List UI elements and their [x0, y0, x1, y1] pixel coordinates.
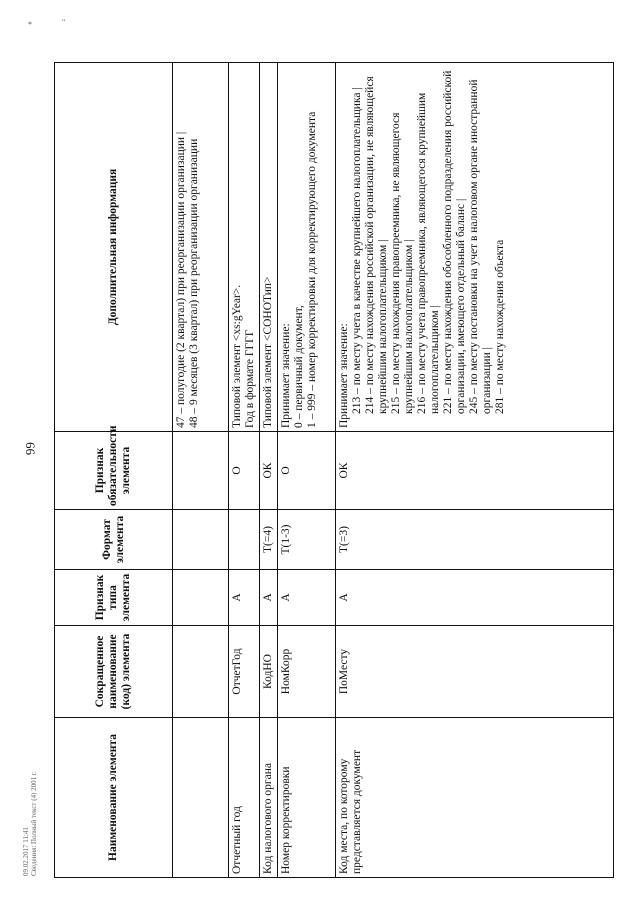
- rotated-table-container: [54, 63, 614, 878]
- cell-code: НомКорр: [278, 626, 336, 718]
- header-required: Признак обязательности элемента: [55, 432, 173, 510]
- cell-required: ОК: [336, 432, 614, 510]
- cell-type: А: [336, 570, 614, 626]
- info-line: 281 – по месту нахождения объекта: [494, 239, 506, 414]
- cell-code: ОтчетГод: [229, 626, 260, 718]
- info-line: 245 – по месту постановки на учет в налоговом органе иностранной организации |: [468, 79, 493, 414]
- cell-name: [173, 718, 229, 878]
- cell-code: ПоМесту: [336, 626, 614, 718]
- table-row: [260, 63, 278, 878]
- table-row: [229, 63, 260, 878]
- cell-format: T(1-3): [278, 510, 336, 570]
- cell-code: КодНО: [260, 626, 278, 718]
- info-line: 48 – 9 месяцев (3 квартал) при реорганизации организации: [188, 138, 200, 428]
- cell-required: О: [278, 432, 336, 510]
- cell-type: А: [260, 570, 278, 626]
- stamp-line: 09.02.2017 11:41: [22, 827, 30, 876]
- info-line: 215 – по месту нахождения правопреемника, не являющегося крупнейшим налогоплательщиком |: [390, 112, 415, 414]
- cell-format: [229, 510, 260, 570]
- cell-name: Номер корректировки: [278, 718, 336, 878]
- info-line: Принимает значение:: [280, 323, 292, 428]
- cell-type: А: [278, 570, 336, 626]
- cell-name: Код налогового органа: [260, 718, 278, 878]
- cell-required: [173, 432, 229, 510]
- cell-info: [260, 63, 278, 432]
- cell-type: А: [229, 570, 260, 626]
- info-line: 213 – по месту учета в качестве крупнейшего налогоплательщика |: [351, 87, 363, 414]
- table-row: [278, 63, 336, 878]
- info-line: 216 – по месту учета правопреемника, являющегося крупнейшим налогоплательщиком |: [416, 92, 441, 414]
- cell-info: [173, 63, 229, 432]
- info-line: Типовой элемент <xs:gYear>.: [231, 284, 243, 428]
- cell-info: [278, 63, 336, 432]
- cell-type: [173, 570, 229, 626]
- info-line: Принимает значение:: [338, 323, 350, 428]
- cell-format: T(=4): [260, 510, 278, 570]
- cell-required: ОК: [260, 432, 278, 510]
- header-name: Наименование элемента: [55, 718, 173, 878]
- header-code: Сокращенное наименование (код) элемента: [55, 626, 173, 718]
- cell-name: Отчетный год: [229, 718, 260, 878]
- info-line: 221 – по месту нахождения обособленного подразделения российской организации, имеющего отдельный баланс |: [442, 70, 467, 414]
- header-info: Дополнительная информация: [55, 63, 173, 432]
- print-stamp: [22, 756, 38, 876]
- stamp-line: Сведения: Полный текст (4) 2001 г.: [30, 771, 38, 876]
- cell-name: Код места, по которому представляется документ: [336, 718, 614, 878]
- page-number: 66: [23, 442, 38, 455]
- table-row: [173, 63, 229, 878]
- cell-code: [173, 626, 229, 718]
- table-header-row: [55, 63, 173, 878]
- header-type: Признак типа элемента: [55, 570, 173, 626]
- cell-format: T(=3): [336, 510, 614, 570]
- info-line: 47 – полугодие (2 квартал) при реорганизации организации |: [175, 131, 187, 428]
- scan-mark: ": [62, 18, 66, 27]
- info-line: Год в формате ГГГГ: [244, 329, 256, 428]
- cell-format: [173, 510, 229, 570]
- cell-info: [229, 63, 260, 432]
- elements-table: [54, 62, 614, 878]
- header-format: Формат элемента: [55, 510, 173, 570]
- cell-required: О: [229, 432, 260, 510]
- info-line: 1 – 999 – номер корректировки для корректирующего документа: [306, 111, 318, 428]
- scan-mark: *: [28, 20, 32, 29]
- info-line: 214 – по месту нахождения российской организации, не являющейся крупнейшим налогоплательщиком |: [364, 76, 389, 414]
- cell-info: [336, 63, 614, 432]
- info-line: Типовой элемент <СОНОТип>: [262, 276, 274, 428]
- table-row: [336, 63, 614, 878]
- info-line: 0 – первичный документ,: [293, 305, 305, 428]
